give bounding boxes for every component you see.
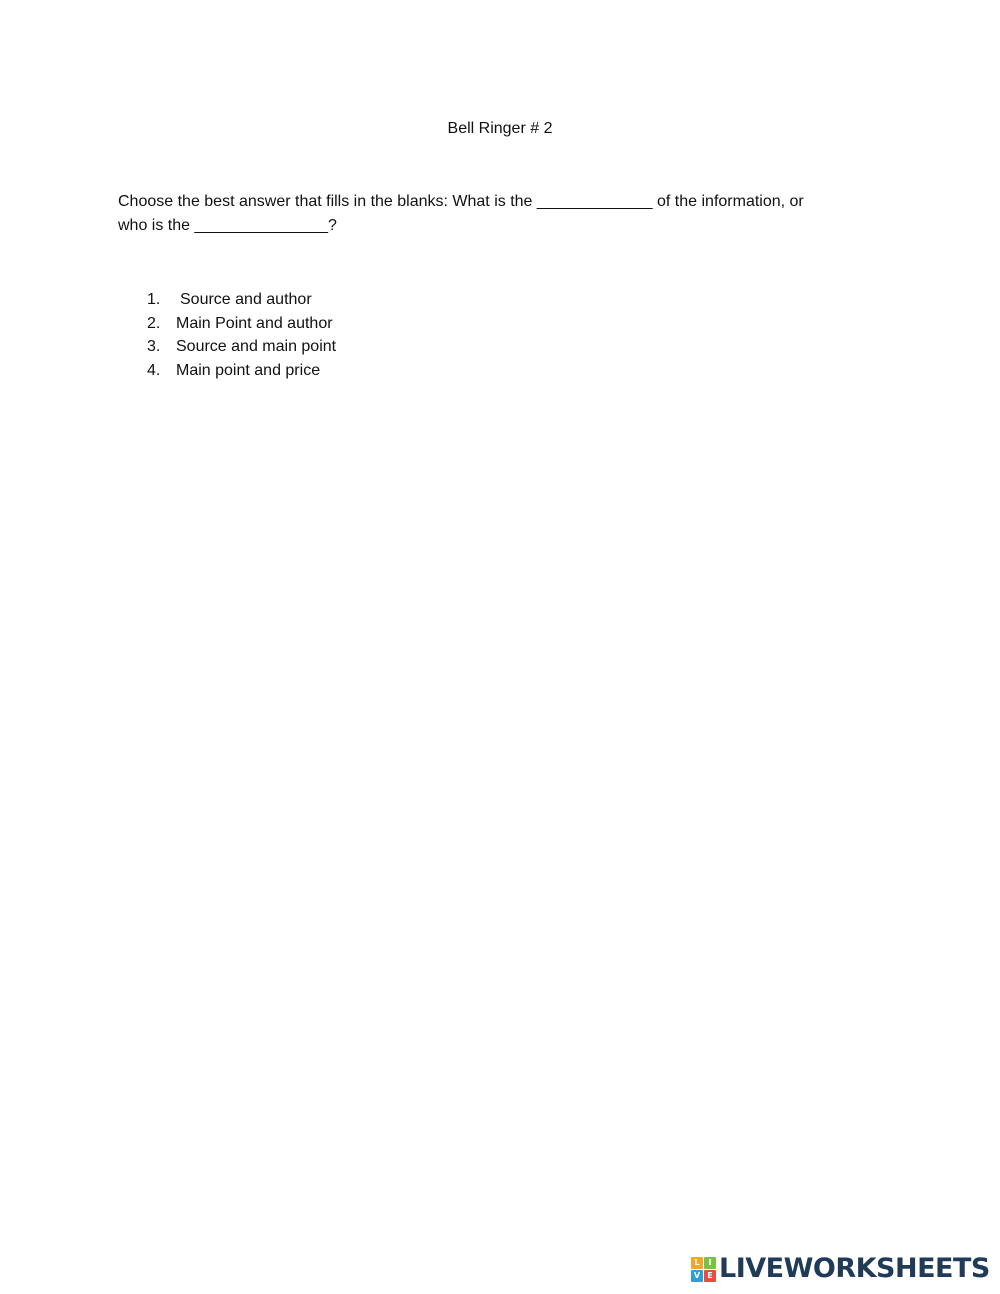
logo-letter-e: E — [704, 1270, 716, 1282]
question-text — [118, 190, 878, 238]
answer-option — [147, 312, 336, 336]
question-line-2: who is the _______________? — [118, 217, 337, 234]
option-text: Main Point and author — [176, 314, 333, 332]
option-number: 3. — [147, 338, 161, 356]
logo-letter-l: L — [691, 1257, 703, 1269]
brand-name: LIVEWORKSHEETS — [719, 1253, 990, 1284]
liveworksheets-logo — [691, 1255, 990, 1283]
option-text: Source and author — [180, 291, 312, 308]
question-line-1: Choose the best answer that fills in the blanks: What is the _____________ of the information, or — [118, 193, 804, 210]
option-number: 4. — [147, 361, 161, 379]
answer-option — [147, 359, 336, 383]
option-text: Main point and price — [176, 361, 321, 379]
answer-option — [147, 335, 336, 359]
logo-icon — [691, 1257, 716, 1282]
page-title: Bell Ringer # 2 — [447, 120, 553, 137]
option-text: Source and main point — [176, 338, 337, 356]
option-number: 1. — [147, 291, 161, 308]
option-number: 2. — [147, 314, 161, 332]
answer-options — [147, 288, 336, 382]
logo-letter-v: V — [691, 1270, 703, 1282]
logo-letter-i: I — [704, 1257, 716, 1269]
answer-option — [147, 288, 336, 312]
